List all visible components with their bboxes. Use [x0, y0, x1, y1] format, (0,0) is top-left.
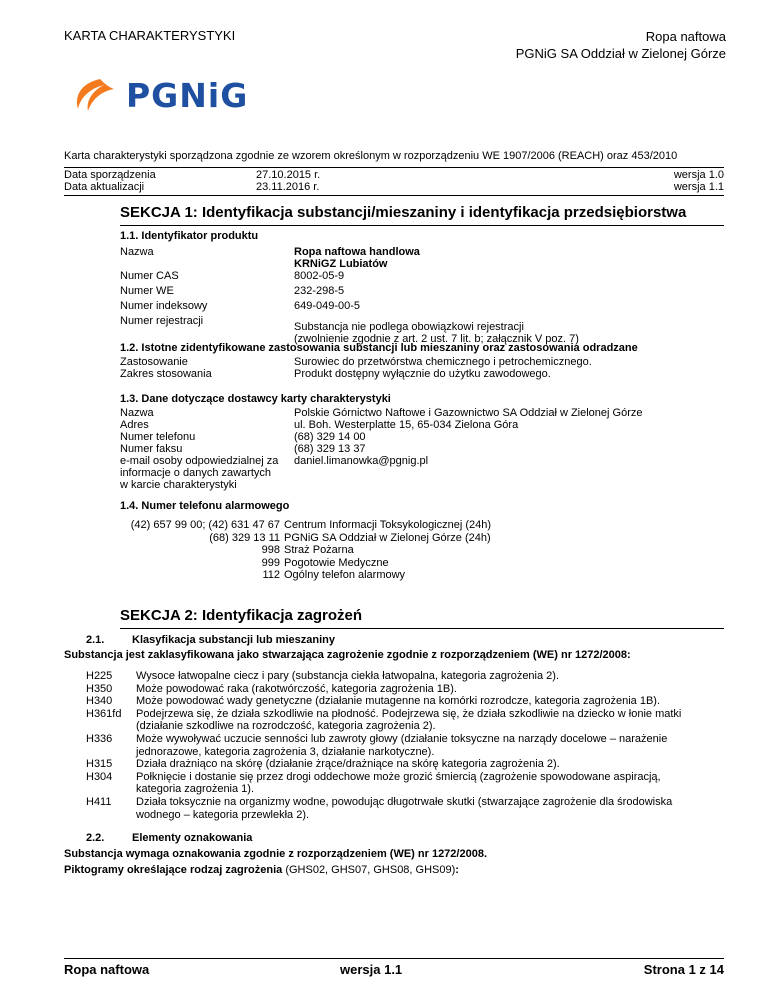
hazard-text: Działa toksycznie na organizmy wodne, powodując długotrwałe skutki (stwarzające zagrożenie dla środowiska wodnego – kategoria przewlekła 2).	[136, 795, 673, 821]
s11-title: 1.1. Identyfikator produktu	[120, 230, 259, 242]
hazard-row	[86, 670, 726, 683]
hazard-code: H411	[86, 795, 112, 808]
logo-text: PGNiG	[126, 75, 249, 115]
phone-label: Numer telefonu	[120, 431, 196, 443]
supplier-name-label: Nazwa	[120, 407, 154, 419]
date-row	[64, 181, 724, 193]
pictograms-colon: :	[455, 864, 459, 876]
labeling-requirement: Substancja wymaga oznakowania zgodnie z rozporządzeniem (WE) nr 1272/2008.	[64, 848, 488, 860]
email-label: w karcie charakterystyki	[120, 479, 237, 491]
emergency-name: Ogólny telefon alarmowy	[284, 569, 406, 582]
emergency-row	[120, 532, 720, 545]
hazard-row	[86, 771, 726, 796]
emergency-number: (42) 657 99 00; (42) 631 47 67	[130, 519, 280, 531]
emergency-row	[120, 519, 720, 532]
section-divider	[120, 628, 724, 629]
dates-table	[64, 167, 724, 196]
section2-title: SEKCJA 2: Identyfikacja zagrożeń	[120, 607, 363, 624]
footer-version: wersja 1.1	[340, 962, 403, 977]
pictograms-line	[64, 864, 459, 876]
flame-icon	[70, 75, 118, 115]
fax-value: (68) 329 13 37	[294, 443, 366, 455]
hazard-text: Działa drażniąco na skórę (działanie żrące/drażniące na skórę kategoria zagrożenia 2).	[136, 758, 560, 771]
s13-title: 1.3. Dane dotyczące dostawcy karty charakterystyki	[120, 393, 391, 405]
version-value: wersja 1.0	[673, 169, 724, 181]
date-row	[64, 169, 724, 181]
registration-label: Numer rejestracji	[120, 315, 204, 327]
footer-divider	[64, 958, 724, 959]
date-value: 23.11.2016 r.	[256, 181, 320, 193]
hazard-code: H350	[86, 682, 113, 695]
index-label: Numer indeksowy	[120, 300, 208, 312]
emergency-number: 112	[262, 569, 280, 582]
hazard-row	[86, 708, 726, 733]
product-source: KRNiGZ Lubiatów	[294, 258, 388, 270]
hazard-text: Może powodować raka (rakotwórczość, kategoria zagrożenia 1B).	[136, 682, 457, 695]
hazard-code: H340	[86, 695, 113, 708]
s21-subtitle: Substancja jest zaklasyfikowana jako stwarzająca zagrożenie zgodnie z rozporządzeniem (WE) nr 1272/2008:	[64, 649, 631, 661]
fax-label: Numer faksu	[120, 443, 183, 455]
hazard-row	[86, 733, 726, 758]
hazard-row	[86, 796, 726, 821]
hazard-row	[86, 683, 726, 696]
email-label: e-mail osoby odpowiedzialnej za	[120, 455, 279, 467]
hazard-code: H336	[86, 732, 113, 745]
s12-title: 1.2. Istotne zidentyfikowane zastosowania substancji lub mieszaniny oraz zastosowania odradzane	[120, 342, 638, 354]
hazard-text: Wysoce łatwopalne ciecz i pary (substancja ciekła łatwopalna, kategoria zagrożenia 2).	[136, 670, 560, 682]
scope-label: Zakres stosowania	[120, 368, 212, 380]
footer-page-number: Strona 1 z 14	[643, 962, 724, 977]
company-branch-header: PGNiG SA Oddział w Zielonej Górze	[515, 46, 726, 61]
use-label: Zastosowanie	[120, 356, 188, 368]
product-name-header: Ropa naftowa	[645, 29, 726, 44]
phone-value: (68) 329 14 00	[294, 431, 366, 443]
doc-type-header: KARTA CHARAKTERYSTYKI	[64, 28, 236, 43]
emergency-row	[120, 557, 720, 570]
hazard-code: H361fd	[86, 707, 122, 720]
cas-number: 8002-05-9	[294, 270, 345, 282]
product-name: Ropa naftowa handlowa	[294, 246, 420, 258]
hazard-row	[86, 758, 726, 771]
we-number: 232-298-5	[294, 285, 345, 297]
hazard-text: Może powodować wady genetyczne (działanie mutagenne na komórki rozrodcze, kategoria zagrożenia 1B).	[136, 695, 661, 708]
hazard-text: Podejrzewa się, że działa szkodliwie na płodność. Podejrzewa się, że działa szkodliwie na dziecko w łonie matki (działanie szkodliwe na rozrodczość, kategoria zagrożenia 2).	[136, 707, 682, 733]
name-label: Nazwa	[120, 246, 154, 258]
company-logo	[70, 75, 248, 115]
cas-label: Numer CAS	[120, 270, 179, 282]
date-label: Data sporządzenia	[64, 169, 156, 181]
hazard-code: H315	[86, 758, 113, 771]
intro-text: Karta charakterystyki sporządzona zgodnie ze wzorem określonym w rozporządzeniu WE 1907/2006 (REACH) oraz 453/2010	[64, 150, 678, 162]
emergency-phones	[120, 519, 720, 582]
hazard-row	[86, 695, 726, 708]
emergency-name: Centrum Informacji Toksykologicznej (24h)	[284, 519, 492, 531]
s21-number: 2.1.	[86, 634, 105, 646]
address-label: Adres	[120, 419, 149, 431]
index-number: 649-049-00-5	[294, 300, 361, 312]
footer-product: Ropa naftowa	[64, 962, 150, 977]
address-value: ul. Boh. Westerplatte 15, 65-034 Zielona Góra	[294, 419, 519, 431]
date-label: Data aktualizacji	[64, 181, 145, 193]
hazard-statements	[86, 670, 726, 821]
hazard-code: H304	[86, 770, 113, 783]
email-label: informacje o danych zawartych	[120, 467, 272, 479]
supplier-name: Polskie Górnictwo Naftowe i Gazownictwo SA Oddział w Zielonej Górze	[294, 407, 643, 419]
s21-title: Klasyfikacja substancji lub mieszaniny	[132, 634, 335, 646]
emergency-row	[120, 569, 720, 582]
emergency-name: PGNiG SA Oddział w Zielonej Górze (24h)	[284, 531, 491, 544]
emergency-number: 998	[261, 544, 280, 557]
product-header	[516, 28, 726, 62]
date-value: 27.10.2015 r.	[256, 169, 321, 181]
hazard-code: H225	[86, 670, 113, 682]
hazard-text: Może wywoływać uczucie senności lub zawroty głowy (działanie toksyczne na narządy docelowe – narażenie jednorazowe, kategoria zagrożenia 3, działanie narkotyczne).	[136, 732, 668, 758]
we-label: Numer WE	[120, 285, 174, 297]
emergency-number: 999	[261, 556, 280, 569]
registration-value: Substancja nie podlega obowiązkowi rejestracji	[294, 321, 524, 333]
scope-value: Produkt dostępny wyłącznie do użytku zawodowego.	[294, 368, 551, 380]
s22-number: 2.2.	[86, 832, 105, 844]
pictograms-label: Piktogramy określające rodzaj zagrożenia	[64, 864, 283, 876]
pictogram-codes: (GHS02, GHS07, GHS08, GHS09)	[282, 864, 456, 876]
emergency-row	[120, 544, 720, 557]
email-link[interactable]: daniel.limanowka@pgnig.pl	[294, 455, 429, 467]
section-divider	[120, 225, 724, 226]
s14-title: 1.4. Numer telefonu alarmowego	[120, 500, 290, 512]
use-value: Surowiec do przetwórstwa chemicznego i petrochemicznego.	[294, 356, 592, 368]
emergency-name: Pogotowie Medyczne	[284, 556, 389, 569]
emergency-number: (68) 329 13 11	[209, 531, 280, 544]
version-value: wersja 1.1	[673, 181, 724, 193]
hazard-text: Połknięcie i dostanie się przez drogi oddechowe może grozić śmiercią (zagrożenie spowodowane aspiracją, kategoria zagrożenia 1).	[136, 770, 661, 796]
section1-title: SEKCJA 1: Identyfikacja substancji/mieszaniny i identyfikacja przedsiębiorstwa	[120, 204, 687, 221]
emergency-name: Straż Pożarna	[284, 544, 354, 557]
s22-title: Elementy oznakowania	[132, 832, 253, 844]
registration-note: (zwolnienie zgodnie z art. 2 ust. 7 lit. b; załącznik V poz. 7)	[294, 333, 579, 345]
